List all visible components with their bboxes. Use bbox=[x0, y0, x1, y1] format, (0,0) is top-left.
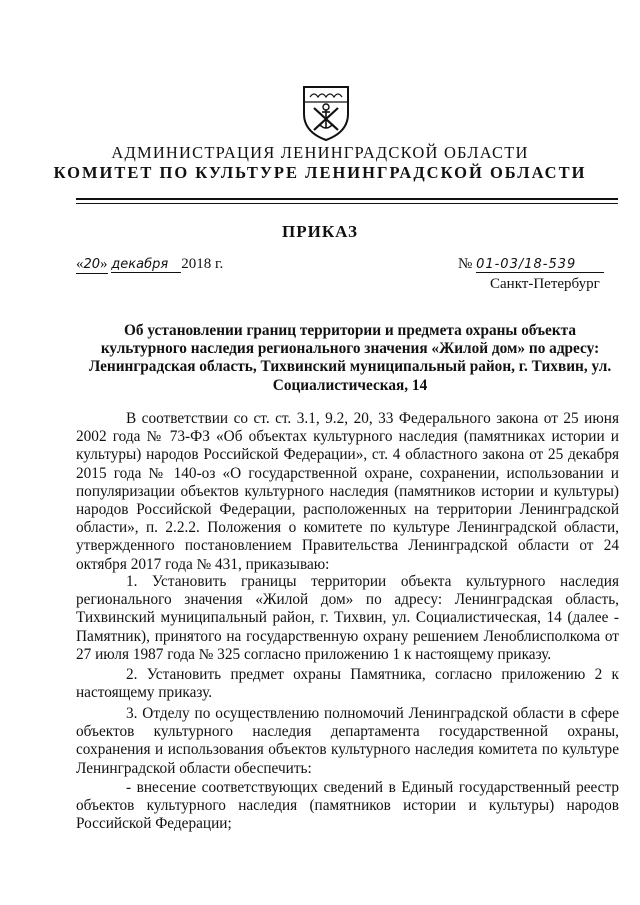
order-item-3: 3. Отделу по осуществлению полномочий Ленинградской области в сфере объектов культурного наследия департамента государственной охраны, сохранения и использования объектов культурного наследия комитета по культуре Ленинградской области обеспечить: bbox=[76, 705, 619, 777]
committee-name: КОМИТЕТ ПО КУЛЬТУРЕ ЛЕНИНГРАДСКОЙ ОБЛАСТИ bbox=[53, 163, 587, 182]
document-date bbox=[76, 256, 223, 274]
order-item-3-subitem-1: - внесение соответствующих сведений в Единый государственный реестр объектов культурного наследия (памятников истории и культуры) народов Российской Федерации; bbox=[76, 779, 619, 833]
organization-name: АДМИНИСТРАЦИЯ ЛЕНИНГРАДСКОЙ ОБЛАСТИ bbox=[111, 143, 529, 162]
order-item-2: 2. Установить предмет охраны Памятника, согласно приложению 2 к настоящему приказу. bbox=[76, 666, 619, 702]
document-title: Об установлении границ территории и предмета охраны объекта культурного наследия регионального значения «Жилой дом» по адресу: Ленинградская область, Тихвинский муниципальный район, г. Тихвин, ул. Социалистическая, 14 bbox=[88, 322, 612, 394]
date-open-quote: « bbox=[76, 256, 84, 272]
date-day-field bbox=[76, 256, 108, 274]
number-value: 01-03/18-539 bbox=[476, 257, 604, 273]
coat-of-arms-icon bbox=[300, 84, 352, 142]
header-rule-thick bbox=[76, 198, 618, 200]
header-rule-thin bbox=[76, 203, 618, 204]
document-number bbox=[458, 256, 604, 273]
document-type: ПРИКАЗ bbox=[282, 222, 358, 241]
preamble-paragraph: В соответствии со ст. ст. 3.1, 9.2, 20, 33 Федерального закона от 25 июня 2002 года № 73-ФЗ «Об объектах культурного наследия (памятниках истории и культуры) народов Российской Федерации», ст. 4 областного закона от 25 декабря 2015 года № 140-оз «О государственной охране, сохранении, использовании и популяризации объектов культурного наследия (памятников истории и культуры) народов Российской Федерации, расположенных на территории Ленинградской области», п. 2.2.2. Положения о комитете по культуре Ленинградской области, утвержденного постановлением Правительства Ленинградской области от 24 октября 2017 года № 431, приказываю: bbox=[76, 410, 619, 573]
date-day: 20 bbox=[83, 257, 101, 272]
date-month: декабря bbox=[111, 257, 181, 273]
order-item-1: 1. Установить границы территории объекта культурного наследия регионального значения «Жилой дом» по адресу: Ленинградская область, Тихвинский муниципальный район, г. Тихвин, ул. Социалистическая, 14 (далее - Памятник), принятого на государственную охрану решением Леноблисполкома от 27 июля 1987 года № 325 согласно приложению 1 к настоящему приказу. bbox=[76, 573, 619, 663]
number-prefix: № bbox=[458, 256, 473, 272]
date-year: 2018 г. bbox=[181, 256, 224, 272]
date-close-quote: » bbox=[100, 256, 108, 272]
document-city: Санкт-Петербург bbox=[490, 276, 600, 292]
